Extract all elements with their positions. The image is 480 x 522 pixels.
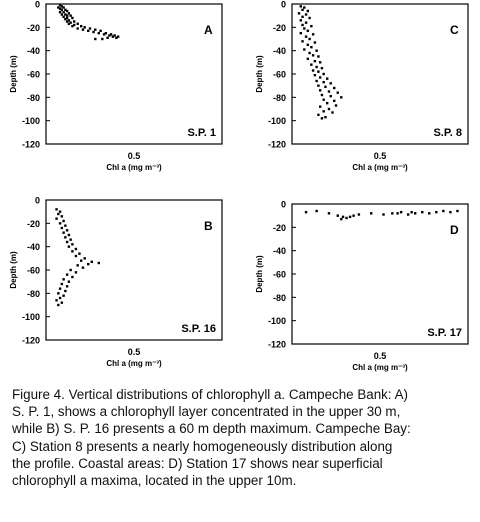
data-point <box>335 104 337 106</box>
data-point <box>315 49 317 51</box>
data-point <box>310 25 312 27</box>
data-point <box>66 285 68 287</box>
data-point <box>87 30 89 32</box>
data-point <box>330 95 332 97</box>
y-tick-label: 0 <box>34 0 40 10</box>
data-point <box>428 212 430 214</box>
plot-frame <box>46 200 222 340</box>
panel-letter: C <box>450 23 459 37</box>
data-point <box>84 257 86 259</box>
data-point <box>333 100 335 102</box>
data-point <box>82 28 84 30</box>
data-point <box>330 82 332 84</box>
data-point <box>62 220 64 222</box>
plot-frame <box>292 4 468 144</box>
data-point <box>337 91 339 93</box>
data-point <box>307 44 309 46</box>
data-point <box>315 66 317 68</box>
data-point <box>59 287 61 289</box>
data-point <box>68 234 70 236</box>
data-point <box>312 33 314 35</box>
y-tick-label: -120 <box>21 335 40 346</box>
data-point <box>303 27 305 29</box>
y-tick-label: 0 <box>34 195 40 206</box>
caption-line: Figure 4. Vertical distributions of chlorophyll a. Campeche Bank: A) <box>12 387 408 402</box>
data-point <box>61 283 63 285</box>
data-point <box>317 55 319 57</box>
y-tick-label: -20 <box>26 218 40 229</box>
y-tick-label: -60 <box>26 265 40 276</box>
data-point <box>62 6 64 8</box>
data-point <box>76 27 78 29</box>
data-point <box>328 108 330 110</box>
data-point <box>101 38 103 40</box>
data-point <box>300 19 302 21</box>
data-point <box>456 210 458 212</box>
y-axis-label: Depth (m) <box>255 55 264 93</box>
station-label: S.P. 8 <box>433 127 462 139</box>
data-point <box>62 16 64 18</box>
data-point <box>64 236 66 238</box>
data-point <box>98 262 100 264</box>
data-point <box>319 105 321 107</box>
data-point <box>307 30 309 32</box>
data-point <box>92 31 94 33</box>
y-tick-label: -40 <box>26 242 40 253</box>
data-point <box>321 117 323 119</box>
data-point <box>305 211 307 213</box>
data-point <box>319 89 321 91</box>
data-point <box>76 23 78 25</box>
data-point <box>75 248 77 250</box>
panel-letter: A <box>204 23 213 37</box>
y-tick-label: -80 <box>26 288 40 299</box>
data-point <box>349 216 351 218</box>
data-point <box>305 35 307 37</box>
y-axis-label: Depth (m) <box>9 251 18 289</box>
data-point <box>324 116 326 118</box>
data-point <box>68 280 70 282</box>
data-point <box>391 212 393 214</box>
data-point <box>407 213 409 215</box>
data-point <box>314 41 316 43</box>
data-point <box>94 28 96 30</box>
data-point <box>301 9 303 11</box>
y-tick-label: -40 <box>272 46 286 57</box>
caption-line: while B) S. P. 16 presents a 60 m depth maximum. Campeche Bay: <box>12 421 411 437</box>
data-point <box>69 269 71 271</box>
data-point <box>55 217 57 219</box>
data-point <box>308 52 310 54</box>
data-point <box>333 87 335 89</box>
data-point <box>310 63 312 65</box>
data-point <box>340 218 342 220</box>
y-axis-label: Depth (m) <box>9 55 18 93</box>
y-tick-label: -60 <box>26 69 40 80</box>
data-point <box>342 216 344 218</box>
data-point <box>340 96 342 98</box>
x-tick-label: 0.5 <box>373 151 387 161</box>
data-point <box>326 102 328 104</box>
data-point <box>106 37 108 39</box>
data-point <box>68 12 70 14</box>
data-point <box>317 70 319 72</box>
x-axis-label: Chl a (mg m⁻³) <box>352 163 408 172</box>
y-tick-label: -80 <box>272 292 286 303</box>
data-point <box>68 23 70 25</box>
data-point <box>75 255 77 257</box>
plot-frame <box>292 204 468 344</box>
data-point <box>71 17 73 19</box>
y-tick-label: 0 <box>280 0 286 10</box>
data-point <box>69 238 71 240</box>
data-point <box>61 301 63 303</box>
data-point <box>322 73 324 75</box>
data-point <box>57 292 59 294</box>
data-point <box>66 20 68 22</box>
data-point <box>331 111 333 113</box>
caption-line: chlorophyll a maxima, located in the upper 10m. <box>12 473 297 489</box>
data-point <box>64 224 66 226</box>
y-tick-label: -120 <box>267 139 286 150</box>
data-point <box>78 252 80 254</box>
data-point <box>73 20 75 22</box>
data-point <box>55 299 57 301</box>
data-point <box>449 211 451 213</box>
data-point <box>59 210 61 212</box>
data-point <box>421 211 423 213</box>
data-point <box>80 25 82 27</box>
data-point <box>358 213 360 215</box>
data-point <box>57 304 59 306</box>
data-point <box>89 27 91 29</box>
data-point <box>315 210 317 212</box>
y-tick-label: -60 <box>272 269 286 280</box>
data-point <box>370 212 372 214</box>
data-point <box>337 214 339 216</box>
data-point <box>55 208 57 210</box>
figure-caption <box>12 386 474 489</box>
data-point <box>312 69 314 71</box>
data-point <box>326 77 328 79</box>
data-point <box>301 40 303 42</box>
data-point <box>352 214 354 216</box>
data-point <box>66 229 68 231</box>
data-point <box>322 98 324 100</box>
y-axis-label: Depth (m) <box>255 255 264 293</box>
panel-letter: D <box>450 223 459 237</box>
data-point <box>321 94 323 96</box>
data-point <box>314 60 316 62</box>
data-point <box>71 25 73 27</box>
station-label: S.P. 17 <box>427 327 462 339</box>
data-point <box>322 110 324 112</box>
x-axis-label: Chl a (mg m⁻³) <box>352 363 408 372</box>
data-point <box>321 67 323 69</box>
caption-line: C) Station 8 presents a nearly homogeneously distribution along <box>12 438 393 454</box>
data-point <box>71 276 73 278</box>
data-point <box>317 114 319 116</box>
data-point <box>308 17 310 19</box>
data-point <box>103 33 105 35</box>
x-tick-label: 0.5 <box>127 347 141 357</box>
data-point <box>66 241 68 243</box>
data-point <box>300 32 302 34</box>
x-axis-label: Chl a (mg m⁻³) <box>106 163 162 172</box>
data-point <box>319 61 321 63</box>
data-point <box>396 212 398 214</box>
data-point <box>324 86 326 88</box>
panel-letter: B <box>204 219 213 233</box>
data-point <box>112 35 114 37</box>
data-point <box>75 271 77 273</box>
data-point <box>94 38 96 40</box>
y-tick-label: 0 <box>280 199 286 210</box>
y-tick-label: -40 <box>272 246 286 257</box>
data-point <box>62 11 64 13</box>
data-point <box>328 212 330 214</box>
x-tick-label: 0.5 <box>127 151 141 161</box>
data-point <box>76 264 78 266</box>
data-point <box>61 13 63 15</box>
data-point <box>303 48 305 50</box>
data-point <box>59 11 61 13</box>
data-point <box>98 32 100 34</box>
data-point <box>62 294 64 296</box>
data-point <box>314 74 316 76</box>
y-tick-label: -80 <box>26 92 40 103</box>
data-point <box>317 84 319 86</box>
x-tick-label: 0.5 <box>373 351 387 361</box>
data-point <box>312 54 314 56</box>
y-tick-label: -120 <box>267 339 286 350</box>
data-point <box>61 227 63 229</box>
data-point <box>319 76 321 78</box>
station-label: S.P. 1 <box>187 127 216 139</box>
data-point <box>66 273 68 275</box>
y-tick-label: -20 <box>272 222 286 233</box>
data-point <box>99 30 101 32</box>
data-point <box>305 21 307 23</box>
data-point <box>322 81 324 83</box>
data-point <box>69 14 71 16</box>
y-tick-label: -20 <box>26 22 40 33</box>
data-point <box>301 16 303 18</box>
data-point <box>62 231 64 233</box>
data-point <box>59 222 61 224</box>
data-point <box>345 217 347 219</box>
data-point <box>91 261 93 263</box>
data-point <box>71 250 73 252</box>
data-point <box>305 13 307 15</box>
data-point <box>115 37 117 39</box>
data-point <box>442 210 444 212</box>
data-point <box>61 9 63 11</box>
y-tick-label: -80 <box>272 92 286 103</box>
y-tick-label: -20 <box>272 22 286 33</box>
data-point <box>64 18 66 20</box>
data-point <box>108 34 110 36</box>
data-point <box>57 213 59 215</box>
data-point <box>303 6 305 8</box>
data-point <box>71 243 73 245</box>
caption-line: S. P. 1, shows a chlorophyll layer concentrated in the upper 30 m, <box>12 404 401 420</box>
y-tick-label: -100 <box>267 116 286 127</box>
data-point <box>62 278 64 280</box>
data-point <box>307 58 309 60</box>
x-axis-label: Chl a (mg m⁻³) <box>106 359 162 368</box>
y-tick-label: -120 <box>21 139 40 150</box>
data-point <box>410 211 412 213</box>
data-point <box>435 211 437 213</box>
data-point <box>300 5 302 7</box>
data-point <box>84 26 86 28</box>
y-tick-label: -100 <box>21 116 40 127</box>
data-point <box>64 290 66 292</box>
data-point <box>66 10 68 12</box>
data-point <box>61 215 63 217</box>
data-point <box>80 259 82 261</box>
data-point <box>315 80 317 82</box>
data-point <box>68 245 70 247</box>
y-tick-label: -100 <box>267 316 286 327</box>
data-point <box>82 266 84 268</box>
data-point <box>301 24 303 26</box>
data-point <box>382 213 384 215</box>
data-point <box>310 46 312 48</box>
data-point <box>307 10 309 12</box>
data-point <box>308 38 310 40</box>
data-point <box>59 297 61 299</box>
y-tick-label: -60 <box>272 69 286 80</box>
y-tick-label: -100 <box>21 312 40 323</box>
station-label: S.P. 16 <box>181 323 216 335</box>
data-point <box>400 211 402 213</box>
data-point <box>328 90 330 92</box>
data-point <box>66 14 68 16</box>
data-point <box>298 12 300 14</box>
caption-line: the profile. Coastal areas: D) Station 17 shows near superficial <box>12 455 383 471</box>
data-point <box>87 263 89 265</box>
y-tick-label: -40 <box>26 46 40 57</box>
data-point <box>414 212 416 214</box>
